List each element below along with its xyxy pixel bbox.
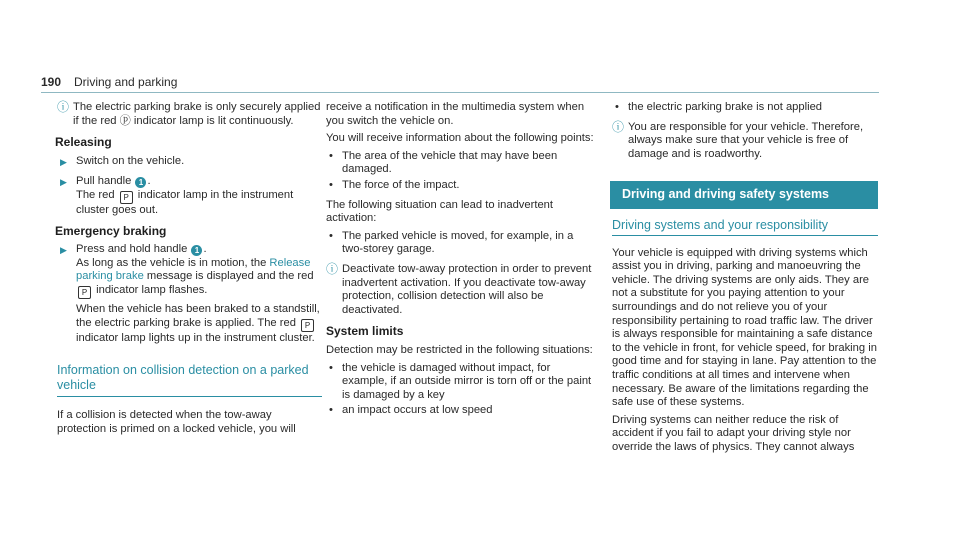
note-responsibility — [612, 121, 878, 162]
bullet-list — [326, 230, 596, 257]
header-divider — [41, 92, 879, 93]
paragraph: receive a notification in the multimedia system when you switch the vehicle on. — [326, 101, 585, 127]
page-number: 190 — [41, 75, 62, 89]
column-middle — [326, 101, 596, 424]
section-title-collision: Information on collision detection on a parked vehicle — [57, 363, 309, 393]
step-text: Switch on the vehicle. — [76, 154, 185, 167]
step-emergency — [57, 243, 322, 345]
step-text: message is displayed and the red — [146, 270, 314, 283]
section-divider — [612, 235, 878, 236]
info-icon: ⓘ — [57, 100, 70, 114]
paragraph: Driving systems can neither reduce the risk of accident if you fail to adapt your driving style nor override the laws of physics. They cannot always — [612, 413, 855, 453]
bullet-list — [326, 362, 596, 418]
step-arrow-icon: ▶ — [60, 177, 67, 188]
heading-system-limits: System limits — [326, 324, 404, 339]
list-item: • The force of the impact. — [326, 179, 596, 193]
handle-badge-icon: 1 — [191, 245, 202, 256]
parking-brake-lamp-icon: P — [120, 191, 133, 204]
list-item: • the electric parking brake is not applied — [612, 101, 878, 115]
parking-brake-lamp-icon: P — [301, 319, 314, 332]
section-title-driving-systems: Driving systems and your responsibility — [612, 217, 829, 232]
heading-releasing: Releasing — [55, 135, 112, 150]
step-text: indicator lamp flashes. — [96, 283, 208, 296]
step-text: . — [147, 175, 151, 188]
list-item: • The area of the vehicle that may have been damaged. — [326, 150, 596, 177]
note-text: Deactivate tow-away protection in order to prevent inadvertent activation. If you deactivate tow-away protection, collision detection will also be deactivated. — [342, 262, 592, 316]
step-arrow-icon: ▶ — [60, 245, 67, 256]
paragraph: Detection may be restricted in the following situations: — [326, 343, 593, 356]
step-text: indicator lamp lights up in the instrument cluster. — [76, 331, 315, 344]
parking-brake-lamp-icon: P — [78, 286, 91, 299]
display-message: Release parking brake — [76, 256, 311, 283]
step-text: Pull handle — [76, 175, 132, 188]
paragraph: Your vehicle is equipped with driving systems which assist you in driving, parking and manoeuvring the vehicle. The driving systems are only aids. They are not a substitute for you paying attention to your surroundings and do not relieve you of your responsibility pertaining to road traffic law. The driver is always responsible for maintaining a safe distance to the vehicle in front, for vehicle speed, for braking in good time and for staying in lane. Pay attention to the traffic conditions at all times and intervene when necessary. Be aware of the limitations regarding the safe use of these systems. — [612, 246, 877, 409]
column-right — [612, 101, 878, 458]
step-text: When the vehicle has been braked to a standstill, the electric parking brake is applied. The red — [76, 302, 320, 329]
heading-emergency-braking: Emergency braking — [55, 223, 167, 238]
step-text: indicator lamp in the instrument cluster goes out. — [76, 188, 294, 216]
step-switch-on — [57, 155, 322, 169]
list-item: • the vehicle is damaged without impact, for example, if an outside mirror is torn off or the paint is damaged by a key — [326, 362, 596, 403]
step-text: Press and hold handle — [76, 243, 188, 256]
paragraph: The following situation can lead to inadvertent activation: — [326, 198, 554, 225]
handle-badge-icon: 1 — [135, 177, 146, 188]
step-note — [76, 303, 322, 345]
info-icon: ⓘ — [612, 119, 625, 134]
section-body: If a collision is detected when the tow-away protection is primed on a locked vehicle, you will — [57, 409, 296, 435]
bullet-list — [326, 150, 596, 193]
chapter-banner: Driving and driving safety systems — [610, 181, 878, 209]
step-pull-handle — [57, 175, 322, 217]
note-text: The electric parking brake is only securely applied if the red ⓟ indicator lamp is lit continuously. — [73, 101, 321, 127]
section-divider — [57, 396, 322, 397]
step-text: . — [203, 243, 207, 256]
running-header: Driving and parking — [74, 75, 178, 89]
list-item: • The parked vehicle is moved, for example, in a two-storey garage. — [326, 230, 596, 257]
note-parking-brake — [57, 101, 322, 128]
paragraph: You will receive information about the following points: — [326, 132, 594, 145]
step-text: As long as the vehicle is in motion, the — [76, 256, 267, 269]
step-text: The red — [76, 188, 115, 201]
info-icon: ⓘ — [326, 261, 339, 276]
column-left — [57, 101, 322, 436]
list-item: • an impact occurs at low speed — [326, 404, 596, 418]
note-tow-away — [326, 263, 596, 317]
step-arrow-icon: ▶ — [60, 156, 67, 167]
bullet-list — [612, 101, 878, 115]
note-text: You are responsible for your vehicle. Therefore, always make sure that your vehicle is free of damage and is roadworthy. — [628, 120, 864, 160]
